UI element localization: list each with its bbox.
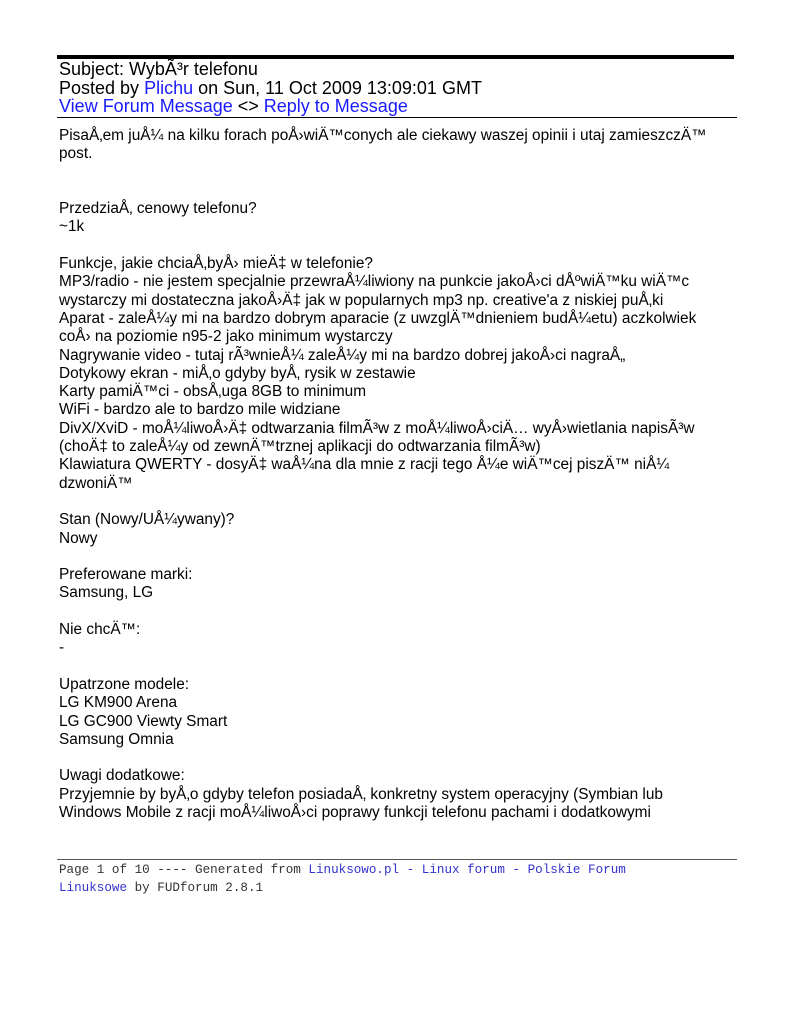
subject-line: Subject: WybÃ³r telefonu	[59, 59, 258, 79]
reply-to-message-link[interactable]: Reply to Message	[263, 96, 408, 116]
footer-line-1	[59, 861, 734, 879]
body-line: PisaÅ‚em juÅ¼ na kilku forach poÅ›wiÄ™conych ale ciekawy waszej opinii i utaj zamieszczÄ™	[59, 127, 707, 144]
view-forum-message-link[interactable]: View Forum Message	[59, 96, 233, 116]
body-line: Preferowane marki:	[59, 566, 193, 584]
body-line: Klawiatura QWERTY - dosyÄ‡ waÅ¼na dla mnie z racji tego Å¼e wiÄ™cej piszÄ™ niÅ¼	[59, 456, 670, 474]
blank-line	[59, 493, 734, 511]
site-link[interactable]: Linuksowo.pl - Linux forum - Polskie Forum	[308, 863, 626, 877]
message-actions	[59, 97, 734, 116]
body-line: Uwagi dodatkowe:	[59, 767, 185, 785]
page-info: Page 1 of 10 ---- Generated from	[59, 863, 309, 877]
generator-info: by FUDforum 2.8.1	[127, 881, 264, 895]
header-divider	[57, 117, 737, 118]
footer-divider	[57, 859, 737, 860]
body-line: coÅ› na poziomie n95-2 jako minimum wystarczy	[59, 328, 393, 346]
body-line: Nagrywanie video - tutaj rÃ³wnieÅ¼ zaleÅ¼y mi na bardzo dobrej jakoÅ›ci nagraÅ„	[59, 346, 626, 364]
body-line: post.	[59, 145, 93, 163]
body-line: LG KM900 Arena	[59, 694, 178, 712]
body-line: Nowy	[59, 529, 98, 547]
blank-line	[59, 164, 734, 182]
body-line: ~1k	[59, 218, 85, 236]
body-line: wystarczy mi dostateczna jakoÅ›Ä‡ jak w popularnych mp3 np. creative'a z niskiej puÅ‚ki	[59, 291, 664, 309]
body-line: Samsung Omnia	[59, 730, 174, 748]
page-footer	[59, 861, 734, 897]
blank-line	[59, 658, 734, 676]
body-line: Windows Mobile z racji moÅ¼liwoÅ›ci poprawy funkcji telefonu pachami i dodatkowymi	[59, 803, 651, 821]
body-line: DivX/XviD - moÅ¼liwoÅ›Ä‡ odtwarzania filmÃ³w z moÅ¼liwoÅ›ciÄ… wyÅ›wietlania napisÃ³w	[59, 419, 695, 437]
body-line: -	[59, 639, 65, 657]
blank-line	[59, 749, 734, 767]
body-line: Samsung, LG	[59, 584, 154, 602]
blank-line	[59, 548, 734, 566]
body-line: Przyjemnie by byÅ‚o gdyby telefon posiadaÅ‚ konkretny system operacyjny (Symbian lub	[59, 785, 663, 803]
body-line: WiFi - bardzo ale to bardzo mile widziane	[59, 401, 341, 419]
blank-line	[59, 603, 734, 621]
site-link-continued[interactable]: Linuksowe	[59, 881, 128, 895]
message-header	[59, 60, 734, 116]
body-line: MP3/radio - nie jestem specjalnie przewraÅ¼liwiony na punkcie jakoÅ›ci dÅºwiÄ™ku wiÄ™c	[59, 273, 690, 291]
actions-separator: <>	[232, 96, 264, 116]
body-line: dzwoniÄ™	[59, 474, 133, 492]
body-line: Dotykowy ekran - miÅ‚o gdyby byÅ‚ rysik w zestawie	[59, 364, 416, 382]
blank-line	[59, 237, 734, 255]
posted-prefix: Posted by	[59, 77, 145, 98]
body-line: Aparat - zaleÅ¼y mi na bardzo dobrym aparacie (z uwzglÄ™dnieniem budÅ¼etu) aczkolwiek	[59, 309, 697, 327]
body-line: Upatrzone modele:	[59, 675, 190, 693]
body-line: LG GC900 Viewty Smart	[59, 712, 228, 730]
body-line: Nie chcÄ™:	[59, 621, 141, 639]
author-link[interactable]: Plichu	[144, 77, 194, 98]
body-line: Stan (Nowy/UÅ¼ywany)?	[59, 511, 235, 529]
body-line: PrzedziaÅ‚ cenowy telefonu?	[59, 200, 257, 218]
blank-line	[59, 182, 734, 200]
body-line: (choÄ‡ to zaleÅ¼y od zewnÄ™trznej aplikacji do odtwarzania filmÃ³w)	[59, 438, 541, 456]
posted-date: on Sun, 11 Oct 2009 13:09:01 GMT	[193, 77, 482, 98]
message-body	[59, 127, 734, 822]
body-line: Karty pamiÄ™ci - obsÅ‚uga 8GB to minimum	[59, 383, 367, 401]
posted-by-line	[59, 79, 734, 98]
body-line: Funkcje, jakie chciaÅ‚byÅ› mieÄ‡ w telefonie?	[59, 255, 373, 273]
footer-line-2	[59, 879, 734, 897]
